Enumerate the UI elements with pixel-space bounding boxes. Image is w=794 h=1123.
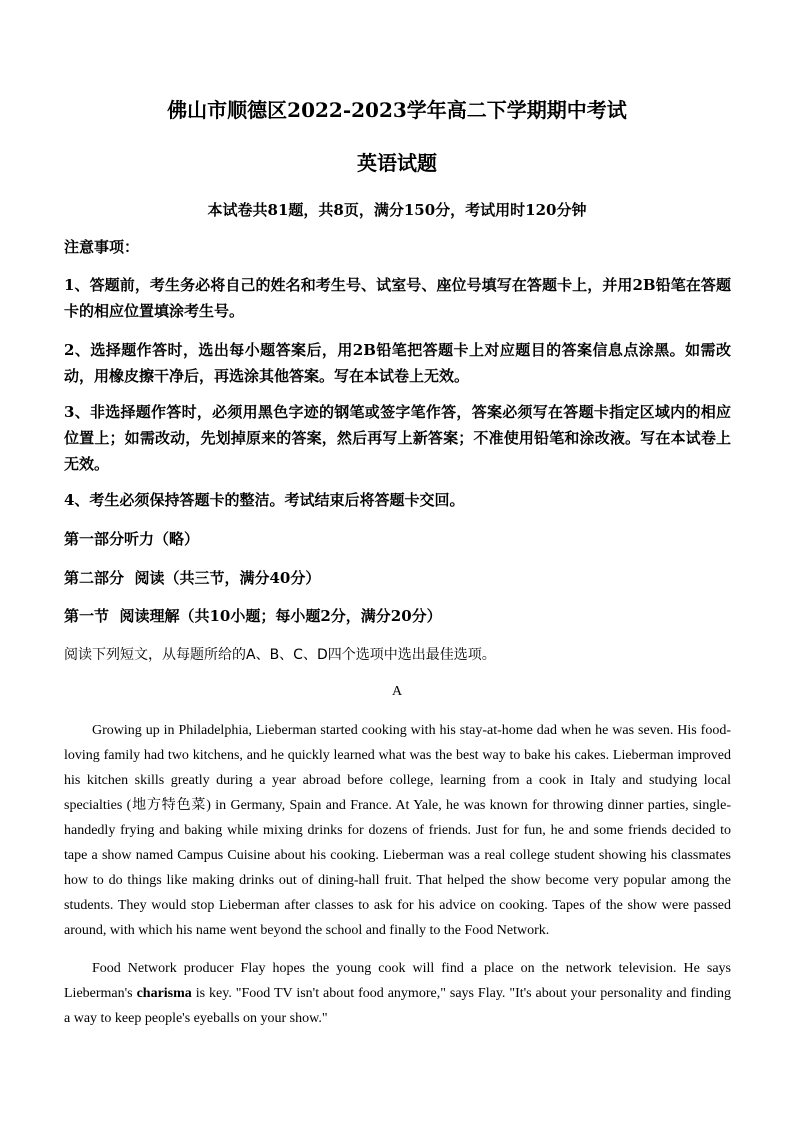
part1-heading: 第一部分听力（略） <box>64 530 200 548</box>
part2-heading: 第二部分 阅读（共三节，满分40分） <box>64 569 321 587</box>
exam-title: 佛山市顺德区2022-2023学年高二下学期期中考试 <box>167 98 627 122</box>
passage-paragraph-2 <box>64 956 731 1031</box>
paragraph-2-text-b: is key. "Food TV isn't about food anymore," says Flay. "It's about your personality and finding a way to keep people's eyeballs on your show." <box>64 986 731 1026</box>
reading-instruction: 阅读下列短文，从每题所给的A、B、C、D四个选项中选出最佳选项。 <box>64 647 496 663</box>
passage-paragraph-1: Growing up in Philadelphia, Lieberman started cooking with his stay-at-home dad when he was seven. His food-loving family had two kitchens, and he quickly learned what was the best way to bake his cakes. Lieberman improved his kitchen skills greatly during a year abroad before college, learning from a cook in Italy and studying local specialties (地方特色菜) in Germany, Spain and France. At Yale, he was known for throwing dinner parties, single-handedly frying and baking while mixing drinks for dozens of friends. Just for fun, he and some friends decided to tape a show named Campus Cuisine about his cooking. Lieberman was a real college student showing his classmates how to do things like making drinks out of dining-hall fruit. That helped the show become very popular among the students. They would stop Lieberman after classes to ask for his advice on cooking. Tapes of the show were passed around, with which his name went beyond the school and finally to the Food Network. <box>64 723 731 938</box>
notice-item-4: 4、考生必须保持答题卡的整洁。考试结束后将答题卡交回。 <box>64 491 465 509</box>
notice-item-1: 1、答题前，考生务必将自己的姓名和考生号、试室号、座位号填写在答题卡上，并用2B铅笔在答题卡的相应位置填涂考生号。 <box>64 276 731 320</box>
notice-item-3: 3、非选择题作答时，必须用黑色字迹的钢笔或签字笔作答，答案必须写在答题卡指定区域内的相应位置上；如需改动，先划掉原来的答案，然后再写上新答案；不准使用铅笔和涂改液。写在本试卷上无效。 <box>64 403 731 473</box>
exam-info: 本试卷共81题，共8页，满分150分，考试用时120分钟 <box>207 201 587 219</box>
paragraph-2-text-a: Food Network producer Flay hopes the young cook will find a place on the network television. He says Lieberman's <box>64 961 731 1001</box>
exam-subtitle: 英语试题 <box>357 151 437 175</box>
notice-heading: 注意事项： <box>64 238 140 256</box>
passage-label: A <box>391 684 403 699</box>
notice-item-2: 2、选择题作答时，选出每小题答案后，用2B铅笔把答题卡上对应题目的答案信息点涂黑。如需改动，用橡皮擦干净后，再选涂其他答案。写在本试卷上无效。 <box>64 341 731 385</box>
section1-heading: 第一节 阅读理解（共10小题；每小题2分，满分20分） <box>64 607 442 625</box>
charisma-word: charisma <box>136 986 192 1001</box>
